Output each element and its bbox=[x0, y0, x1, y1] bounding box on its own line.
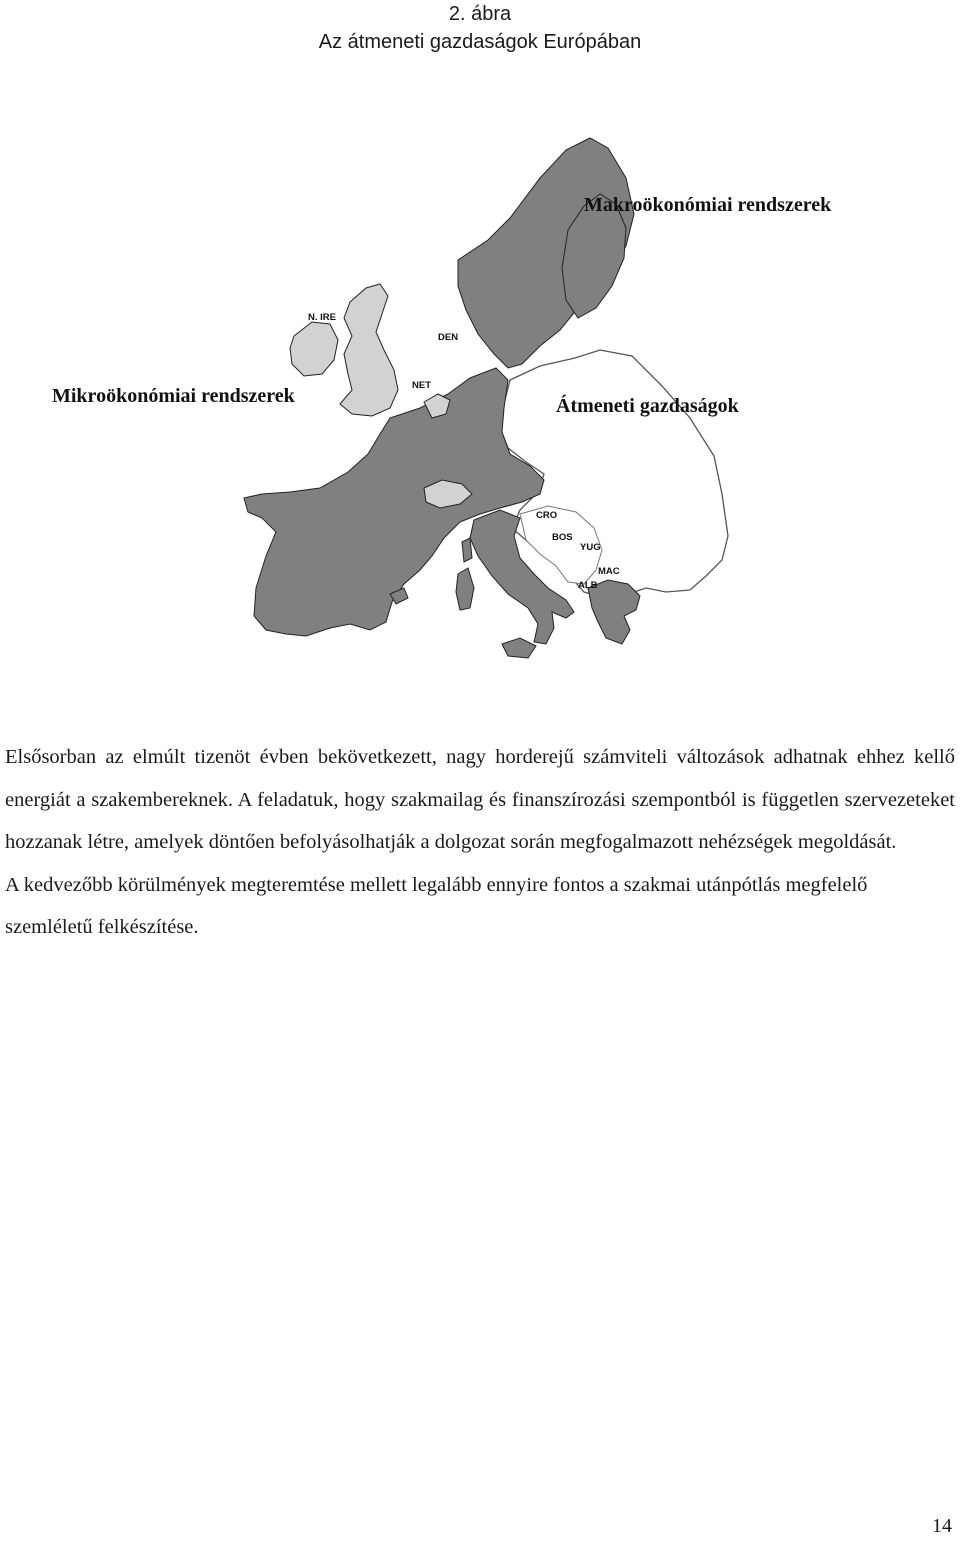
transition-label: Átmeneti gazdaságok bbox=[556, 395, 739, 417]
label-mac: MAC bbox=[598, 566, 620, 577]
europe-map-svg bbox=[0, 118, 960, 684]
figure-number: 2. ábra bbox=[448, 3, 512, 25]
paragraph-1: Elsősorban az elmúlt tizenöt évben bekövetkezett, nagy horderejű számviteli változások adhatnak ehhez kellő energiát a szakembereknek. A feladatuk, hogy szakmailag és finanszírozási szempontból is független szervezeteket hozzanak létre, amelyek döntően befolyásolhatják a dolgozat során megfogalmazott nehézségek megoldását. bbox=[5, 746, 955, 853]
macro-label: Makroökonómiai rendszerek bbox=[584, 194, 832, 216]
figure-title: Az átmeneti gazdaságok Európában bbox=[318, 31, 642, 53]
paragraph-2: A kedvezőbb körülmények megteremtése mellett legalább ennyire fontos a szakmai utánpótlás megfelelő szemléletű felkészítése. bbox=[5, 873, 868, 938]
label-cro: CRO bbox=[536, 510, 558, 521]
europe-map bbox=[0, 118, 960, 684]
label-alb: ALB bbox=[578, 580, 598, 591]
label-yug: YUG bbox=[580, 542, 601, 553]
label-bos: BOS bbox=[552, 532, 573, 543]
page-number: 14 bbox=[932, 1515, 952, 1537]
label-net: NET bbox=[412, 380, 431, 391]
body-text bbox=[5, 736, 955, 949]
micro-label: Mikroökonómiai rendszerek bbox=[52, 385, 295, 407]
label-n-ire: N. IRE bbox=[308, 312, 336, 323]
macro-corsica bbox=[462, 538, 472, 562]
label-den: DEN bbox=[438, 332, 459, 343]
